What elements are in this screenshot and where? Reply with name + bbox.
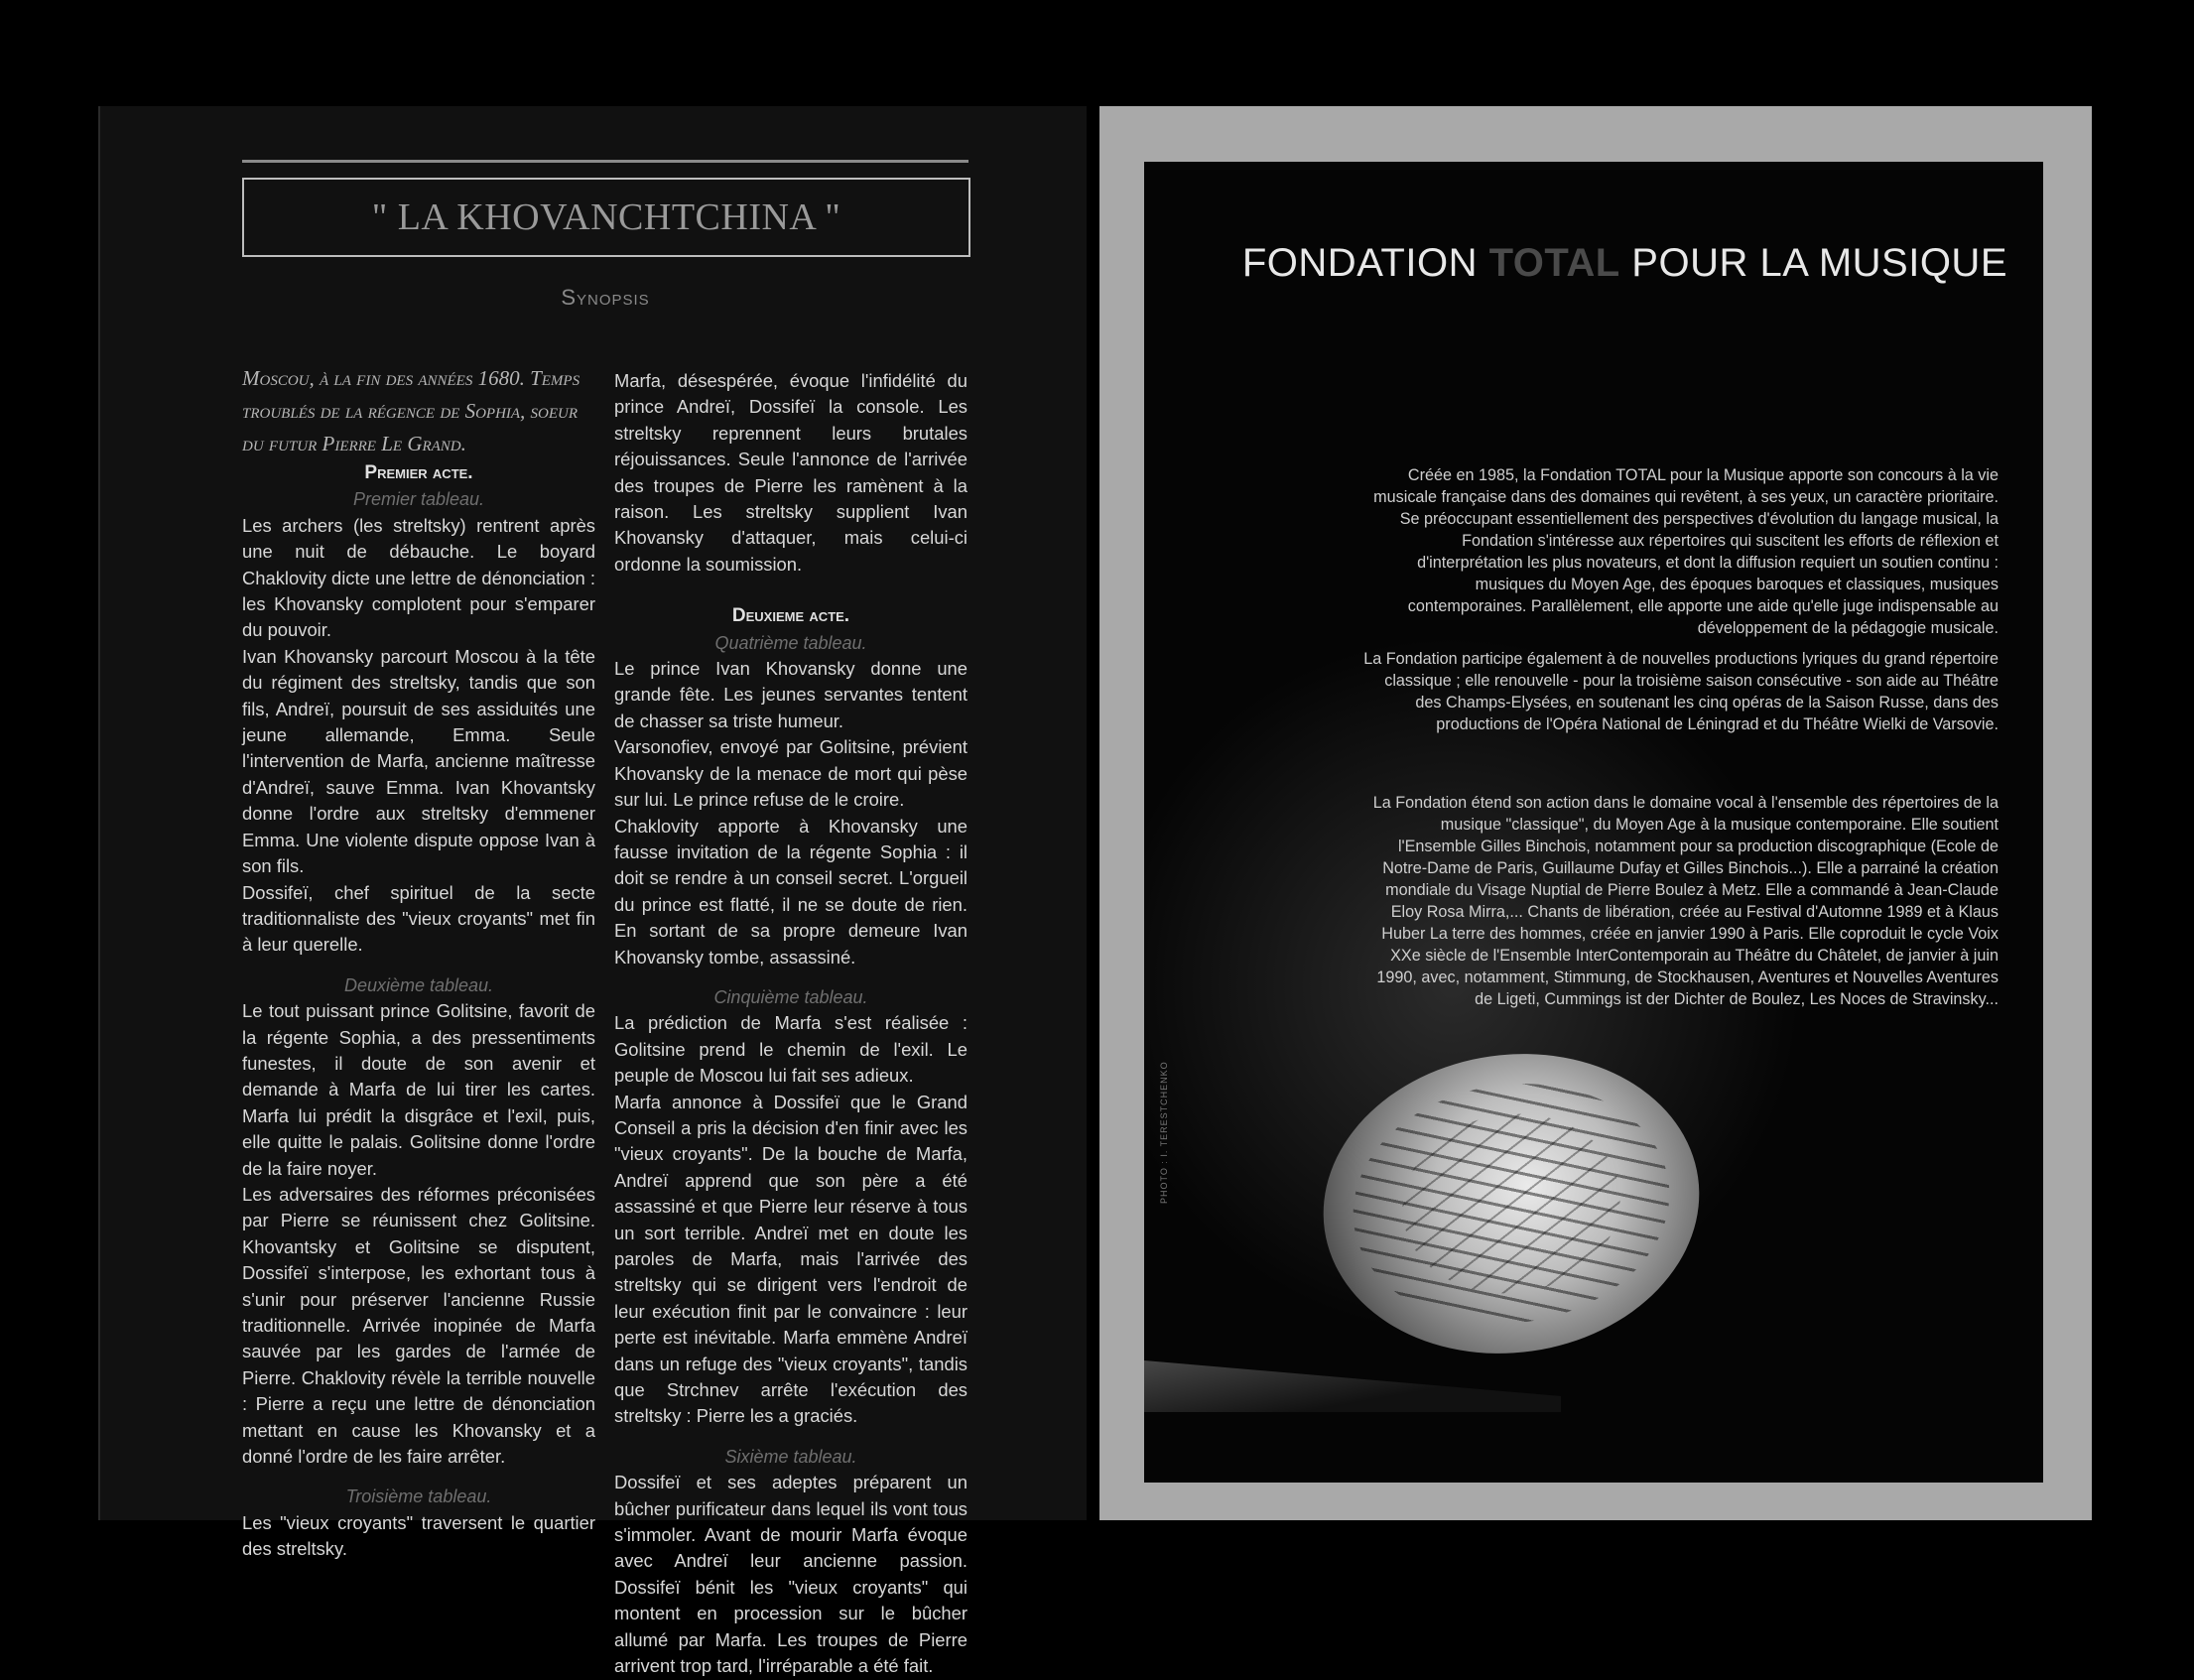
paragraph: La prédiction de Marfa s'est réalisée : Golitsine prend le chemin de l'exil. Le peuple de Moscou lui fait ses adieux. bbox=[614, 1012, 968, 1087]
fondation-paragraph-1 bbox=[1363, 464, 1999, 639]
paragraph: Dossifeï et ses adeptes préparent un bûcher purificateur dans lequel ils vont tous s'immoler. Avant de mourir Marfa évoque avec Andreï leur ancienne passion. Dossifeï bénit les "vieux croyants" qui montent en procession sur le bûcher allumé par Marfa. Les troupes de Pierre arrivent trop tard, l'irréparable a été fait. bbox=[614, 1472, 968, 1677]
paragraph-text: La Fondation étend son action dans le domaine vocal à l'ensemble des répertoires de la musique "classique", du Moyen Age à la musique contemporaine. Elle soutient l'Ensemble Gilles Binchois, notamment pour sa production discographique (Ecole de Notre-Dame de Paris, Guillaume Dufay et Gilles Binchois...). Elle a parrainé la création mondiale du Visage Nuptial de Pierre Boulez à Metz. Elle a commandé à Jean-Claude Eloy Rosa Mirra,... Chants de libération, créée au Festival d'Automne 1989 et à Klaus Huber La terre des hommes, créée en janvier 1990 à Paris. Elle coproduit le cycle Voix XXe siècle de l'Ensemble InterContemporain au Théâtre du Châtelet, de janvier à juin 1990, avec, notamment, Stimmung, de Stockhausen, Aventures et Nouvelles Aventures de Ligeti, Cummings ist der Dichter de Boulez, Les Noces de Stravinsky... bbox=[1372, 794, 1999, 1008]
paragraph: Le prince Ivan Khovansky donne une grande fête. Les jeunes servantes tentent de chasser sa triste humeur. bbox=[614, 658, 968, 731]
intro-text: Moscou, à la fin des années 1680. Temps troublés de la régence de Sophia, soeur du futur Pierre Le Grand. bbox=[242, 366, 581, 455]
tableau5-label: Cinquième tableau. bbox=[713, 986, 868, 1007]
page-title: " LA KHOVANCHTCHINA " bbox=[371, 196, 841, 238]
title-suffix: POUR LA MUSIQUE bbox=[1619, 241, 2007, 285]
fondation-title bbox=[1144, 241, 2007, 286]
synopsis-heading: Synopsis bbox=[561, 285, 650, 310]
paragraph: Les adversaires des réformes préconisées par Pierre se réunissent chez Golitsine. Khovantsky et Golitsine se disputent, Dossifeï s'interpose, les exhortant tous à s'unir pour préserver l'ancienne Russie traditionnelle. Arrivée inopinée de Marfa sauvée par les gardes de l'armée de Pierre. Chaklovity révèle la terrible nouvelle : Pierre a reçu une lettre de dénonciation mettant en cause les Khovansky et a donné l'ordre de les faire arrêter. bbox=[242, 1183, 595, 1468]
tableau3-label: Troisième tableau. bbox=[345, 1486, 492, 1507]
act1-heading: Premier acte. bbox=[364, 462, 473, 483]
right-page bbox=[1099, 106, 2092, 1520]
left-page bbox=[98, 106, 1087, 1677]
black-panel bbox=[1144, 162, 2043, 1483]
total-brand: TOTAL bbox=[1488, 241, 1620, 285]
paragraph: Chaklovity apporte à Khovansky une fausse invitation de la régente Sophia : il doit se rendre à un conseil secret. L'orgueil du prince est flatté, il ne se doute de rien. En sortant de sa propre demeure Ivan Khovansky tombe, assassiné. bbox=[614, 815, 968, 968]
photo-credit: PHOTO : I. TERESTCHENKO bbox=[1159, 1061, 1169, 1204]
tableau6-label: Sixième tableau. bbox=[724, 1446, 857, 1467]
paragraph: Le tout puissant prince Golitsine, favorit de la régente Sophia, a des pressentiments funestes, il doute de son avenir et demande à Marfa de lui tirer les cartes. Marfa lui prédit la disgrâce et l'exil, puis, elle quitte le palais. Golitsine donne l'ordre de la faire noyer. bbox=[242, 1000, 595, 1179]
paragraph: Ivan Khovansky parcourt Moscou à la tête du régiment des streltsky, tandis que son fils, Andreï, poursuit de ses assiduités une jeune allemande, Emma. Seule l'intervention de Marfa, ancienne maîtresse d'Andreï, sauve Emma. Ivan Khovantsky donne l'ordre aux streltsky d'emmener Emma. Une violente dispute oppose Ivan à son fils. bbox=[242, 645, 595, 877]
paragraph: Varsonofiev, envoyé par Golitsine, prévient Khovansky de la menace de mort qui pèse sur lui. Le prince refuse de le croire. bbox=[614, 736, 968, 811]
fondation-paragraph-2 bbox=[1363, 648, 1999, 735]
tableau1-label: Premier tableau. bbox=[352, 489, 485, 510]
synopsis-column-2 bbox=[614, 368, 968, 1680]
paragraph: Dossifeï, chef spirituel de la secte traditionnaliste des "vieux croyants" met fin à leur querelle. bbox=[242, 881, 595, 956]
paragraph: Les archers (les streltsky) rentrent après une nuit de débauche. Le boyard Chaklovity dicte une lettre de dénonciation : les Khovansky complotent pour s'emparer du pouvoir. bbox=[242, 514, 595, 641]
paragraph-text: Créée en 1985, la Fondation TOTAL pour la Musique apporte son concours à la vie musicale française dans des domaines qui revêtent, à ses yeux, un caractère prioritaire. Se préoccupant essentiellement des perspectives d'évolution du langage musical, la Fondation s'intéresse aux répertoires qui suscitent les efforts de réflexion et d'interprétation les plus novateurs, et dont la diffusion requiert un soutien continu : musiques du Moyen Age, des époques baroques et classiques, musiques contemporaines. Parallèlement, elle apporte une aide qu'elle juge indispensable au développement de la pédagogie musicale. bbox=[1373, 466, 1999, 637]
act2-heading: Deuxieme acte. bbox=[731, 605, 850, 627]
paragraph-text: La Fondation participe également à de nouvelles productions lyriques du grand répertoire classique ; elle renouvelle - pour la troisième saison consécutive - son aide au Théâtre des Champs-Elysées, en soutenant les cinq opéras de la Saison Russe, dans des productions de l'Opéra National de Léningrad et du Théâtre Wielki de Varsovie. bbox=[1363, 650, 1999, 733]
tableau4-label: Quatrième tableau. bbox=[714, 632, 867, 653]
fondation-paragraph-3 bbox=[1363, 792, 1999, 1010]
tableau2-label: Deuxième tableau. bbox=[343, 974, 494, 995]
paragraph: Marfa, désespérée, évoque l'infidélité du prince Andreï, Dossifeï la console. Les streltsky reprennent leurs brutales réjouissances. Seule l'annonce de l'arrivée des troupes de Pierre les ramènent à la raison. Les streltsky supplient Ivan Khovansky d'attaquer, mais celui-ci ordonne la soumission. bbox=[614, 370, 968, 575]
paragraph: Les "vieux croyants" traversent le quartier des streltsky. bbox=[242, 1511, 595, 1560]
top-rule bbox=[242, 160, 968, 163]
synopsis-column-1 bbox=[242, 362, 595, 1563]
paragraph: Marfa annonce à Dossifeï que le Grand Conseil a pris la décision d'en finir avec les "vieux croyants". De la bouche de Marfa, Andreï apprend que son père a été assassiné et que Pierre leur réserve à tous un sort terrible. Andreï met en doute les paroles de Marfa, mais l'arrivée des streltsky qui se dirigent vers l'endroit de leur exécution finit par le convaincre : leur perte est inévitable. Marfa emmène Andreï dans un refuge des "vieux croyants", tandis que Strchnev arrête l'exécution des streltsky : Pierre les a graciés. bbox=[614, 1091, 968, 1427]
title-box bbox=[242, 178, 970, 257]
title-prefix: FONDATION bbox=[1241, 241, 1489, 285]
